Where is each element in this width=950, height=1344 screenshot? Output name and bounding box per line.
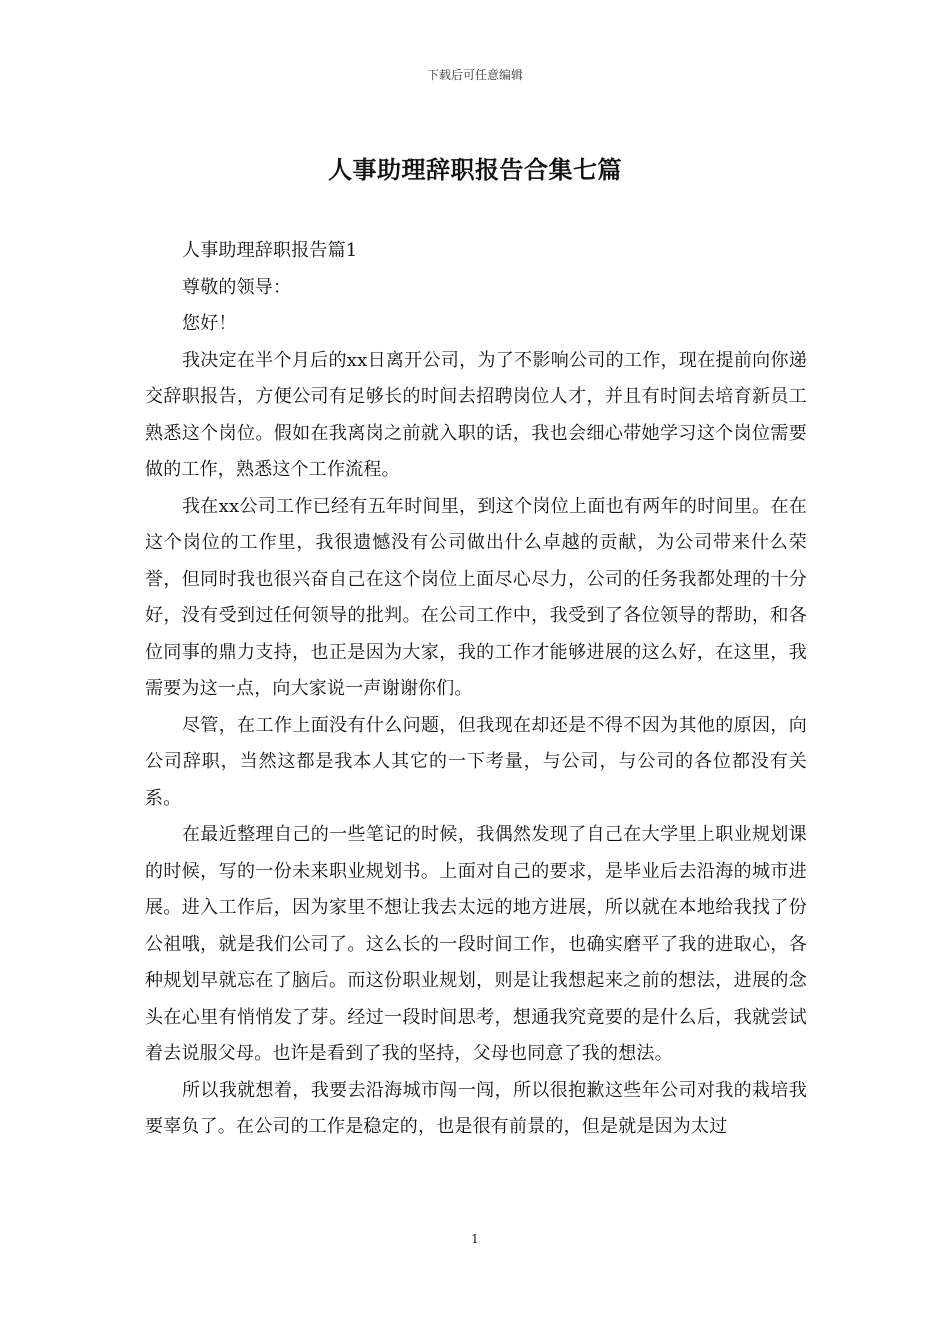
body-paragraph: 在最近整理自己的一些笔记的时候，我偶然发现了自己在大学里上职业规划课的时候，写的一份未来职业规划书。上面对自己的要求，是毕业后去沿海的城市进展。进入工作后，因为家里不想让我去太远的地方进展，所以就在本地给我找了份公祖哦，就是我们公司了。这么长的一段时间工作，也确实磨平了我的进取心，各种规划早就忘在了脑后。而这份职业规划，则是让我想起来之前的想法，进展的念头在心里有悄悄发了芽。经过一段时间思考，想通我究竟要的是什么后，我就尝试着去说服父母。也许是看到了我的坚持，父母也同意了我的想法。 <box>145 824 807 1064</box>
document-body <box>145 233 807 1146</box>
body-paragraph: 我决定在半个月后的xx日离开公司，为了不影响公司的工作，现在提前向你递交辞职报告，方便公司有足够长的时间去招聘岗位人才，并且有时间去培育新员工熟悉这个岗位。假如在我离岗之前就入职的话，我也会细心带她学习这个岗位需要做的工作，熟悉这个工作流程。 <box>145 349 807 480</box>
section-heading: 人事助理辞职报告篇1 <box>182 240 358 261</box>
greeting: 您好！ <box>182 313 237 334</box>
page-number: 1 <box>471 1232 479 1246</box>
body-paragraph: 我在xx公司工作已经有五年时间里，到这个岗位上面也有两年的时间里。在在这个岗位的工作里，我很遗憾没有公司做出什么卓越的贡献，为公司带来什么荣誉，但同时我也很兴奋自己在这个岗位上面尽心尽力，公司的任务我都处理的十分好，没有受到过任何领导的批判。在公司工作中，我受到了各位领导的帮助，和各位同事的鼎力支持，也正是因为大家，我的工作才能够进展的这么好，在这里，我需要为这一点，向大家说一声谢谢你们。 <box>145 495 807 699</box>
salutation: 尊敬的领导： <box>182 276 292 298</box>
document-title: 人事助理辞职报告合集七篇 <box>328 155 622 184</box>
body-paragraph: 所以我就想着，我要去沿海城市闯一闯，所以很抱歉这些年公司对我的栽培我要辜负了。在公司的工作是稳定的，也是很有前景的，但是就是因为太过 <box>145 1079 807 1137</box>
body-paragraph: 尽管，在工作上面没有什么问题，但我现在却还是不得不因为其他的原因，向公司辞职，当然这都是我本人其它的一下考量，与公司，与公司的各位都没有关系。 <box>145 714 807 809</box>
header-note: 下载后可任意编辑 <box>426 68 523 82</box>
